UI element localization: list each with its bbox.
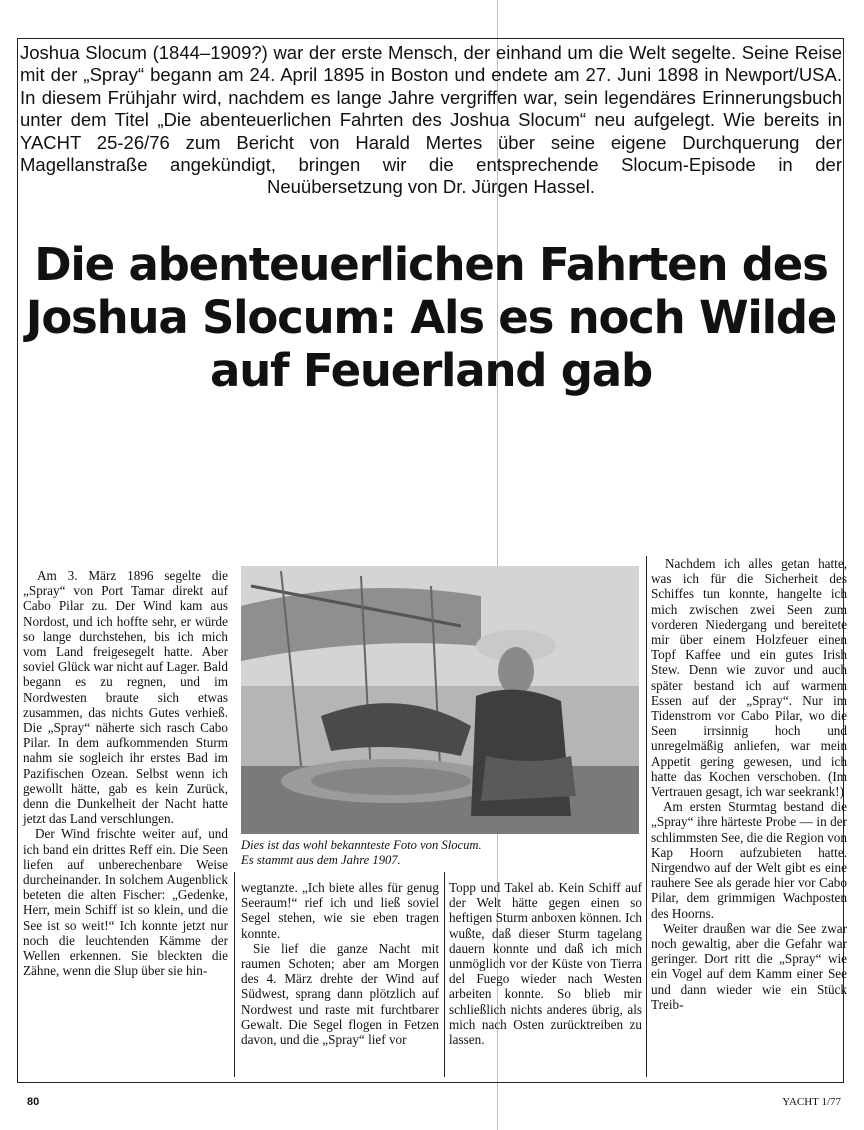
photo-caption [241, 838, 641, 868]
column-1-paragraph-1: Am 3. März 1896 segelte die „Spray“ von Port Tamar direkt auf Cabo Pilar zu. Der Wind kam aus Nordost, und ich hoffte sehr, er würde so lange durchstehen, bis ich mich vom Land freigesegelt hatte. Aber soviel Glück war nicht auf Lager. Bald begann es zu regnen, und im Nordwesten braute sich etwas zusammen, das nichts Gutes verhieß. Die „Spray“ näherte sich rasch Cabo Pilar. In dem aufkommenden Sturm nahm sie sogleich ihr erstes Bad im Pazifischen Ozean. Selbst wenn ich gewollt hätte, gab es kein Zurück, denn die Dunkelheit der Nacht hatte jetzt das Land verschlungen. [23, 568, 228, 827]
headline: Die abenteuerlichen Fahrten des Joshua Slocum: Als es noch Wilde auf Feuerland gab [25, 238, 837, 397]
column-1-paragraph-2: Der Wind frischte weiter auf, und ich band ein drittes Reff ein. Die Seen liefen auf unberechenbare Weise durcheinander. In solchem Augenblick beteten die alten Fischer: „Gedenke, Herr, mein Schiff ist so klein, und die See ist so weit!“ Ich konnte jetzt nur noch die leuchtenden Kämme der Wellen erkennen. Sie bleckten die Zähne, wenn die Slup über sie hin- [23, 826, 228, 979]
column-2 [241, 880, 439, 1047]
column-2-paragraph-1: wegtanzte. „Ich biete alles für genug Seeraum!“ rief ich und ließ soviel Segel stehen, wie sie eben tragen konnte. [241, 880, 439, 941]
column-divider [444, 872, 445, 1077]
column-3 [449, 880, 642, 1047]
photo-illustration [241, 566, 639, 834]
column-divider [646, 556, 647, 1077]
column-4-paragraph-2: Am ersten Sturmtag bestand die „Spray“ ihre härteste Probe — in der schlimmsten See, die die Region von Kap Hoorn aufzubieten hatte. Nirgendwo auf der Welt gibt es eine rauhere See als gerade hier vor Cabo Pilar, dem grimmigen Wachposten des Hoorns. [651, 799, 847, 921]
magazine-footer: YACHT 1/77 [782, 1096, 841, 1108]
slocum-photo [241, 566, 639, 834]
column-3-paragraph-1: Topp und Takel ab. Kein Schiff auf der Welt hätte gegen einen so heftigen Sturm anboxen können. Ich wußte, daß dieser Sturm tagelang dauern konnte und daß ich mich unmöglich vor der Küste von Tierra del Fuego wieder nach Westen arbeiten konnte. So blieb mir schließlich nichts anderes übrig, als mich nach Osten zurücktreiben zu lassen. [449, 880, 642, 1048]
column-divider [234, 872, 235, 1077]
column-4-paragraph-1: Nachdem ich alles getan hatte, was ich für die Sicherheit des Schiffes tun konnte, hangelte ich mich zwischen zwei Seen zum vorderen Niedergang und bereitete mir über einem Holzfeuer einen Topf Kaffee und ein gutes Irish Stew. Denn wie zuvor und auch später bestand ich auf warmem Essen auf der „Spray“. Nur im Tidenstrom vor Cabo Pilar, wo die Seen irrsinnig hoch und unregelmäßig anliefen, war mein Appetit gering gewesen, und ich hatte das Kochen verschoben. (Im Vertrauen gesagt, ich war seekrank!) [651, 556, 847, 800]
column-2-paragraph-2: Sie lief die ganze Nacht mit raumen Schoten; aber am Morgen des 4. März drehte der Wind auf Südwest, sprang dann plötzlich auf Nordwest und raste mit furchtbarer Gewalt. Die Segel flogen in Fetzen davon, und die „Spray“ lief vor [241, 940, 439, 1048]
caption-line-2: Es stammt aus dem Jahre 1907. [241, 853, 401, 867]
column-4-paragraph-3: Weiter draußen war die See zwar noch gewaltig, aber die Gefahr war geringer. Dort ritt die „Spray“ wie ein Vogel auf dem Kamm einer See und dann wieder wie ein Stück Treib- [651, 920, 847, 1012]
intro-paragraph: Joshua Slocum (1844–1909?) war der erste Mensch, der einhand um die Welt segelte. Seine Reise mit der „Spray“ begann am 24. April 1895 in Boston und endete am 27. Juni 1898 in Newport/USA. In diesem Frühjahr wird, nachdem es lange Jahre vergriffen war, sein legendäres Erinnerungsbuch unter dem Titel „Die abenteuerlichen Fahrten des Joshua Slocum“ neu aufgelegt. Wie bereits in YACHT 25-26/76 zum Bericht von Harald Mertes über seine eigene Durchquerung der Magellanstraße angekündigt, bringen wir die entsprechende Slocum-Episode in der Neuübersetzung von Dr. Jürgen Hassel. [20, 42, 842, 198]
column-4 [651, 556, 847, 1012]
page-number: 80 [27, 1096, 40, 1108]
caption-line-1: Dies ist das wohl bekannteste Foto von Slocum. [241, 838, 482, 852]
column-1 [23, 568, 228, 978]
